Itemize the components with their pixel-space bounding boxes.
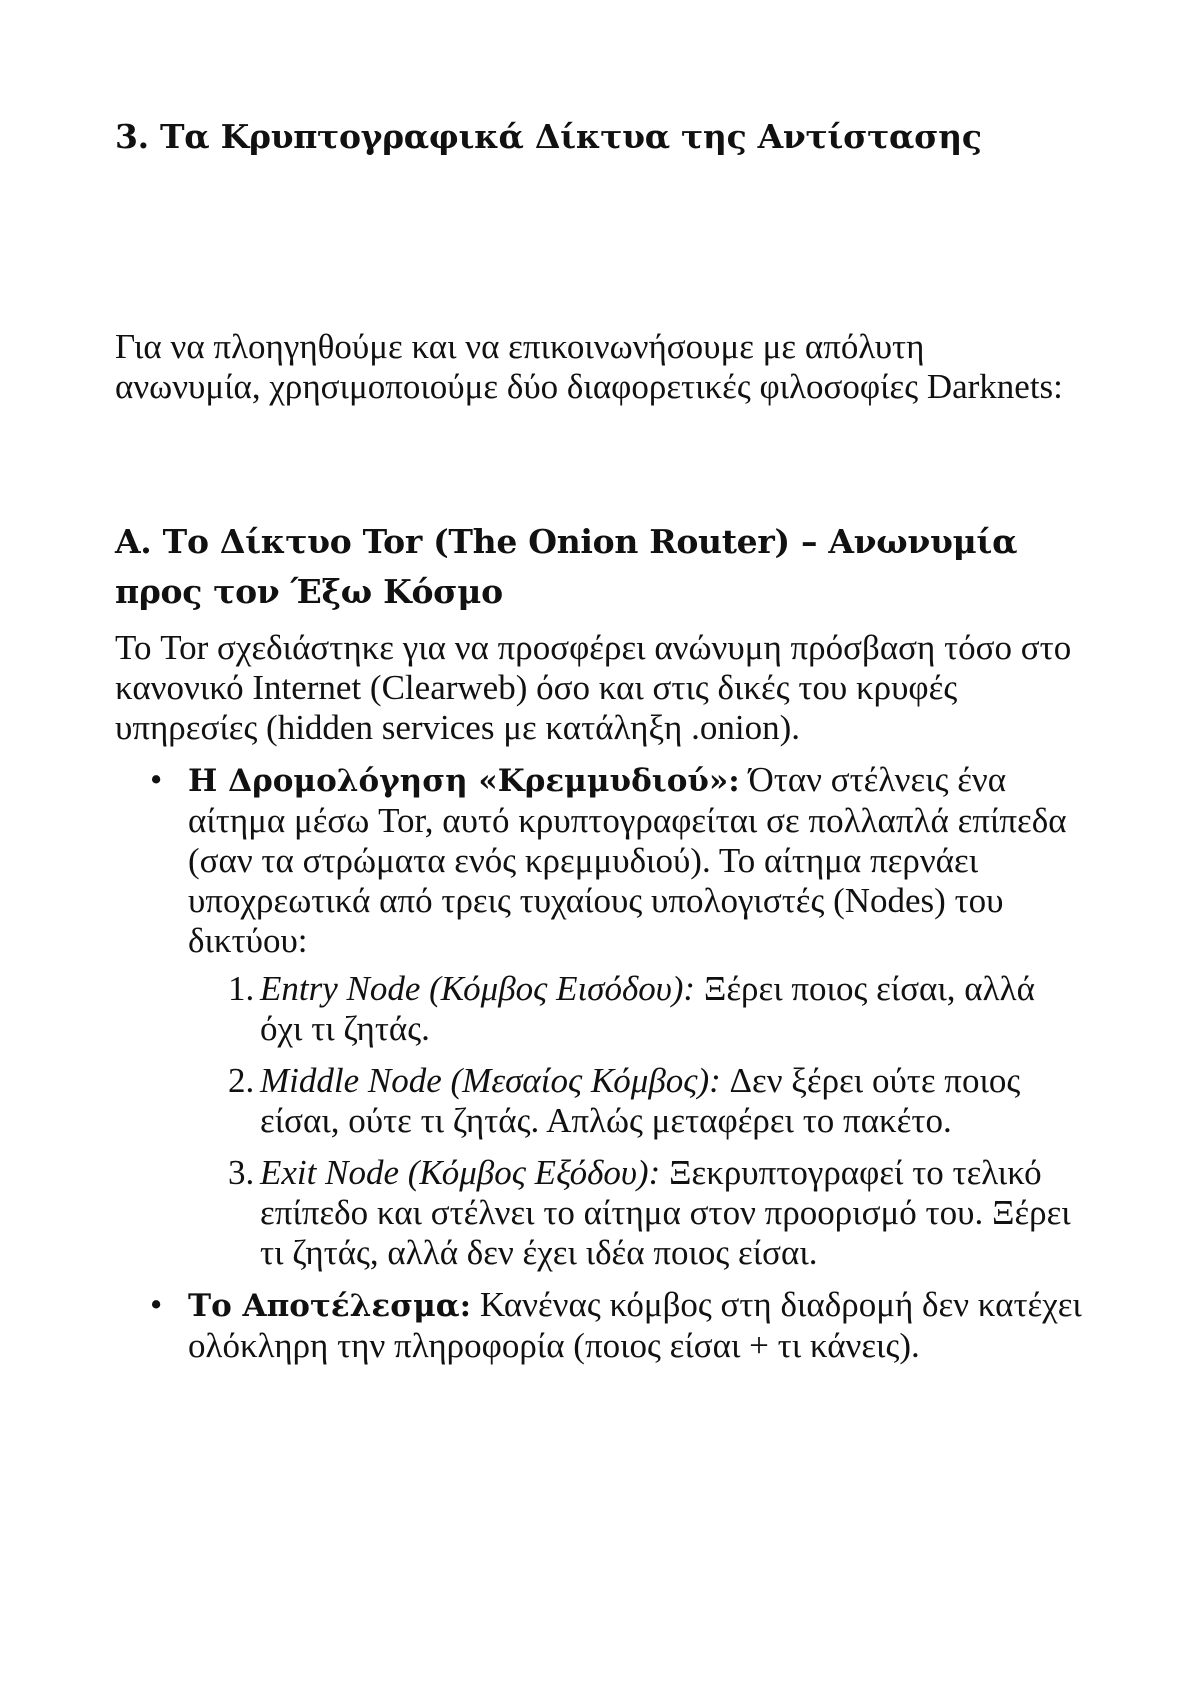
- bullet-item-result: [0, 1285, 1088, 1366]
- bullet-text-result: Κανένας κόμβος στη διαδρομή δεν κατέχει ολόκληρη την πληροφορία (ποιος είσαι + τι κάνεις).: [188, 1285, 1082, 1365]
- step-text-entry: Ξέρει ποιος είσαι, αλλά όχι τι ζητάς.: [260, 969, 1035, 1048]
- bullet-text-routing: Όταν στέλνεις ένα αίτημα μέσω Tor, αυτό κρυπτογραφείται σε πολλαπλά επίπεδα (σαν τα στρώματα ενός κρεμμυδιού). Το αίτημα περνάει υποχρεωτικά από τρεις τυχαίους υπολογιστές (Nodes) του δικτύου:: [188, 760, 1067, 960]
- subsection-heading: A. Το Δίκτυο Tor (The Onion Router) – Ανωνυμία προς τον Έξω Κόσμο: [115, 522, 1018, 611]
- step-text-exit: Ξεκρυπτογραφεί το τελικό επίπεδο και στέλνει το αίτημα στον προορισμό του. Ξέρει τι ζητάς, αλλά δεν έχει ιδέα ποιος είσαι.: [260, 1153, 1071, 1272]
- step-exit-node: [188, 1153, 1080, 1273]
- step-number: 2.: [228, 1061, 255, 1100]
- bullet-item-routing: [0, 760, 1088, 1273]
- bullet-marker: •: [150, 760, 163, 799]
- section-title: 3. Τα Κρυπτογραφικά Δίκτυα της Αντίστασης: [115, 117, 982, 156]
- step-entry-node: [188, 969, 1080, 1049]
- node-steps-list: [188, 969, 1088, 1273]
- step-term-entry: Entry Node (Κόμβος Εισόδου):: [260, 969, 696, 1008]
- bullet-lead-routing: Η Δρομολόγηση «Κρεμμυδιού»:: [188, 763, 740, 799]
- tor-intro-paragraph: Το Tor σχεδιάστηκε για να προσφέρει ανώνυμη πρόσβαση τόσο στο κανονικό Internet (Clearweb) όσο και στις δικές του κρυφές υπηρεσίες (hidden services με κατάληξη .onion).: [115, 628, 1072, 747]
- step-text-middle: Δεν ξέρει ούτε ποιος είσαι, ούτε τι ζητάς. Απλώς μεταφέρει το πακέτο.: [260, 1061, 1021, 1140]
- step-term-exit: Exit Node (Κόμβος Εξόδου):: [260, 1153, 661, 1192]
- step-number: 1.: [228, 969, 255, 1008]
- step-middle-node: [188, 1061, 1080, 1141]
- step-number: 3.: [228, 1153, 255, 1192]
- intro-paragraph: Για να πλοηγηθούμε και να επικοινωνήσουμε με απόλυτη ανωνυμία, χρησιμοποιούμε δύο διαφορετικές φιλοσοφίες Darknets:: [115, 327, 1063, 406]
- bullet-list: [0, 760, 1190, 1366]
- bullet-marker: •: [150, 1285, 163, 1324]
- step-term-middle: Middle Node (Μεσαίος Κόμβος):: [260, 1061, 721, 1100]
- bullet-lead-result: Το Αποτέλεσμα:: [188, 1288, 472, 1324]
